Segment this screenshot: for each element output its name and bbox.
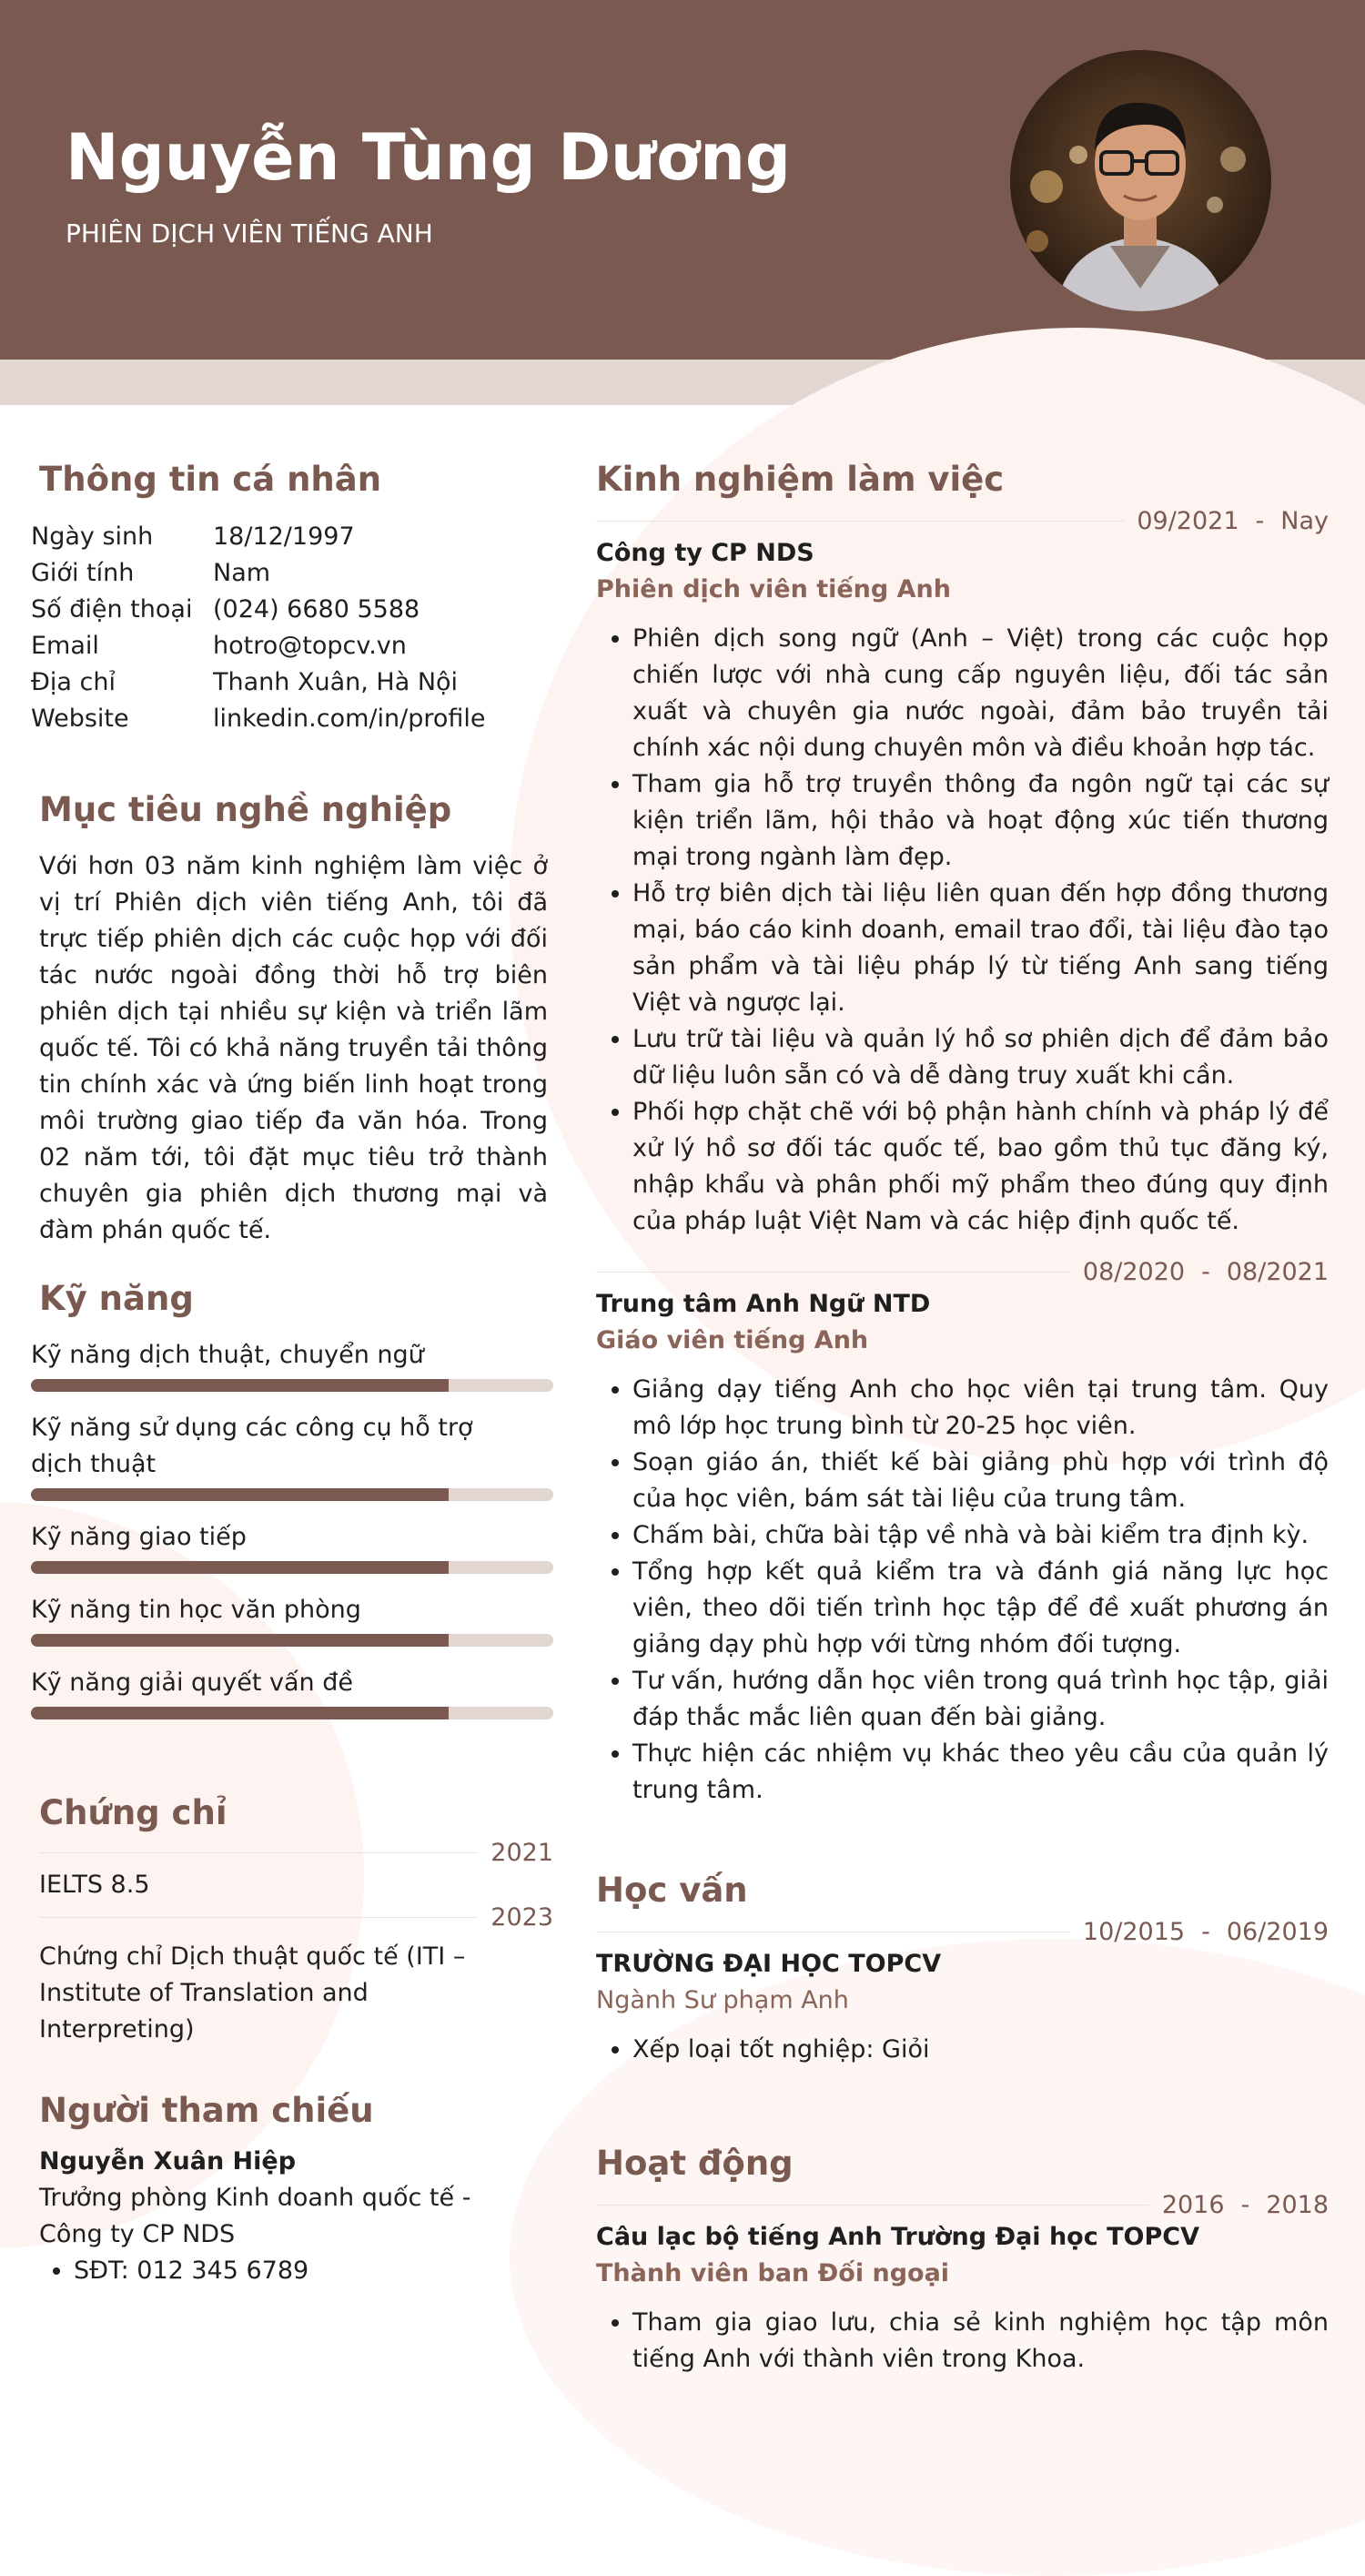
duty-item: • Hỗ trợ biên dịch tài liệu liên quan đến hợp đồng thương mại, báo cáo kinh doanh, email trao đổi, tài liệu đào tạo sản phẩm và tài liệu pháp lý từ tiếng Anh sang tiếng Việt và ngược lại. <box>632 876 1329 1021</box>
certificate-name: IELTS 8.5 <box>39 1871 150 1900</box>
duty-item: • Lưu trữ tài liệu và quản lý hồ sơ phiên dịch để đảm bảo dữ liệu luôn sẵn có và dễ dàng truy xuất khi cần. <box>632 1021 1329 1094</box>
info-value: (024) 6680 5588 <box>213 595 420 624</box>
job-title: PHIÊN DỊCH VIÊN TIẾNG ANH <box>66 218 433 248</box>
duty-item: • Tham gia hỗ trợ truyền thông đa ngôn ngữ tại các sự kiện triển lãm, hội thảo và hoạt động xúc tiến thương mại trong ngành làm đẹp. <box>632 766 1329 876</box>
info-value: 18/12/1997 <box>213 522 355 551</box>
experience-title: Kinh nghiệm làm việc <box>596 460 1005 499</box>
skill-bar-fill <box>31 1379 449 1392</box>
duty-item: • Chấm bài, chữa bài tập về nhà và bài kiểm tra định kỳ. <box>632 1517 1329 1554</box>
activity-role: Thành viên ban Đối ngoại <box>596 2259 950 2288</box>
info-row-gender <box>31 555 486 592</box>
skill-name: Kỹ năng dịch thuật, chuyển ngữ <box>31 1341 424 1370</box>
info-row-website <box>31 701 486 737</box>
objective-section <box>39 790 548 1249</box>
personal-info-section <box>31 460 553 500</box>
reference-contact-list <box>39 2253 540 2289</box>
skill-bar-fill <box>31 1561 449 1574</box>
skill-item <box>31 1337 553 1392</box>
job-end: Nay <box>1280 507 1329 536</box>
job-position: Giáo viên tiếng Anh <box>596 1326 869 1354</box>
info-value: Thanh Xuân, Hà Nội <box>213 668 459 696</box>
company-name: Công ty CP NDS <box>596 539 814 568</box>
certificates-title: Chứng chỉ <box>39 1793 228 1832</box>
education-title: Học vấn <box>596 1871 748 1910</box>
job-date-row <box>596 1258 1329 1286</box>
references-title: Người tham chiếu <box>39 2091 374 2130</box>
skill-name: Kỹ năng tin học văn phòng <box>31 1596 361 1625</box>
skill-name: Kỹ năng giao tiếp <box>31 1523 247 1552</box>
company-name: Trung tâm Anh Ngữ NTD <box>596 1290 931 1318</box>
activity-details <box>596 2305 1329 2378</box>
education-details <box>596 2032 1329 2068</box>
duty-item: • Tổng hợp kết quả kiểm tra và đánh giá năng lực học viên, theo dõi tiến trình học tập để đề xuất phương án giảng dạy phù hợp với từng nhóm đối tượng. <box>632 1554 1329 1663</box>
divider <box>596 2205 1149 2206</box>
divider <box>596 521 1124 522</box>
activity-date-row <box>596 2191 1329 2219</box>
job-duties <box>596 1372 1329 1809</box>
job-end: 08/2021 <box>1226 1258 1329 1286</box>
avatar <box>1010 50 1271 311</box>
info-row-address <box>31 664 486 701</box>
job-duties <box>596 621 1329 1240</box>
school-name: TRƯỜNG ĐẠI HỌC TOPCV <box>596 1950 942 1979</box>
education-section <box>596 1871 1329 2068</box>
activities-section <box>596 2144 1329 2378</box>
skill-bar <box>31 1488 553 1501</box>
reference-name: Nguyễn Xuân Hiệp <box>39 2147 297 2176</box>
info-row-phone <box>31 592 486 628</box>
date-separator: - <box>1240 2191 1250 2220</box>
skill-bar <box>31 1634 553 1647</box>
education-date-row <box>596 1918 1329 1946</box>
divider <box>39 1852 478 1853</box>
info-value: linkedin.com/in/profile <box>213 705 486 733</box>
skill-item <box>31 1592 553 1647</box>
job-date-row <box>596 507 1329 535</box>
skill-item <box>31 1519 553 1574</box>
organization-name: Câu lạc bộ tiếng Anh Trường Đại học TOPCV <box>596 2223 1200 2252</box>
candidate-name: Nguyễn Tùng Dương <box>66 120 792 195</box>
date-separator: - <box>1201 1258 1210 1286</box>
skills-section <box>31 1279 553 1719</box>
skill-bar-fill <box>31 1488 449 1501</box>
major: Ngành Sư phạm Anh <box>596 1986 849 2015</box>
reference-phone: • SĐT: 012 345 6789 <box>74 2253 540 2289</box>
activity-start: 2016 <box>1161 2191 1225 2220</box>
skill-item <box>31 1410 553 1501</box>
certificates-section <box>31 1793 553 2048</box>
objective-text: Với hơn 03 năm kinh nghiệm làm việc ở vị trí Phiên dịch viên tiếng Anh, tôi đã trực tiếp phiên dịch các cuộc họp với đối tác nước ngoài đồng thời hỗ trợ biên phiên dịch tại nhiều sự kiện và triển lãm quốc tế. Tôi có khả năng truyền tải thông tin chính xác và ứng biến linh hoạt trong môi trường giao tiếp đa văn hóa. Trong 02 năm tới, tôi đặt mục tiêu trở thành chuyên gia phiên dịch thương mại và đàm phán quốc tế. <box>39 852 548 1245</box>
activities-title: Hoạt động <box>596 2144 794 2183</box>
education-end: 06/2019 <box>1226 1918 1329 1947</box>
info-row-email <box>31 628 486 664</box>
skill-bar <box>31 1707 553 1719</box>
certificate-name: Chứng chỉ Dịch thuật quốc tế (ITI – Institute of Translation and Interpreting) <box>39 1942 466 2044</box>
duty-item: • Thực hiện các nhiệm vụ khác theo yêu cầu của quản lý trung tâm. <box>632 1736 1329 1809</box>
info-value: hotro@topcv.vn <box>213 632 407 660</box>
portrait-image <box>1010 50 1271 311</box>
certificate-year: 2021 <box>490 1839 553 1868</box>
references-section <box>39 2091 540 2289</box>
skill-name: Kỹ năng giải quyết vấn đề <box>31 1668 354 1698</box>
skill-item <box>31 1665 553 1719</box>
education-start: 10/2015 <box>1082 1918 1186 1947</box>
date-separator: - <box>1201 1918 1210 1947</box>
objective-title: Mục tiêu nghề nghiệp <box>39 790 452 829</box>
skill-bar-fill <box>31 1707 449 1719</box>
info-label: Địa chỉ <box>31 668 116 696</box>
info-label: Số điện thoại <box>31 595 193 624</box>
info-label: Website <box>31 705 129 733</box>
info-label: Ngày sinh <box>31 522 154 551</box>
personal-info-table <box>31 519 486 737</box>
activity-detail: • Tham gia giao lưu, chia sẻ kinh nghiệm học tập môn tiếng Anh với thành viên trong Khoa. <box>632 2305 1329 2378</box>
personal-info-title: Thông tin cá nhân <box>39 460 382 499</box>
skill-name: Kỹ năng sử dụng các công cụ hỗ trợ dịch thuật <box>31 1414 473 1479</box>
job-position: Phiên dịch viên tiếng Anh <box>596 575 951 604</box>
skill-bar <box>31 1379 553 1392</box>
info-row-birthday <box>31 519 486 555</box>
duty-item: • Phiên dịch song ngữ (Anh – Việt) trong các cuộc họp chiến lược với nhà cung cấp nguyên liệu, đối tác sản xuất và chuyên gia nước ngoài, đảm bảo truyền tải chính xác nội dung chuyên môn và điều khoản hợp tác. <box>632 621 1329 766</box>
duty-item: • Soạn giáo án, thiết kế bài giảng phù hợp với trình độ của học viên, bám sát tài liệu của trung tâm. <box>632 1445 1329 1517</box>
info-value: Nam <box>213 559 271 587</box>
activity-end: 2018 <box>1266 2191 1329 2220</box>
certificate-date-row <box>39 1903 553 1932</box>
skills-title: Kỹ năng <box>39 1279 194 1318</box>
duty-item: • Tư vấn, hướng dẫn học viên trong quá trình học tập, giải đáp thắc mắc liên quan đến bài giảng. <box>632 1663 1329 1736</box>
divider <box>39 1917 478 1918</box>
duty-item: • Phối hợp chặt chẽ với bộ phận hành chính và pháp lý để xử lý hồ sơ đối tác quốc tế, bao gồm thủ tục đăng ký, nhập khẩu và phân phối mỹ phẩm theo đúng quy định của pháp luật Việt Nam và các hiệp định quốc tế. <box>632 1094 1329 1240</box>
skill-bar <box>31 1561 553 1574</box>
job-start: 09/2021 <box>1137 507 1239 536</box>
date-separator: - <box>1255 507 1265 536</box>
job-start: 08/2020 <box>1082 1258 1186 1286</box>
info-label: Giới tính <box>31 559 135 587</box>
info-label: Email <box>31 632 99 660</box>
divider <box>596 1272 1070 1273</box>
duty-item: • Giảng dạy tiếng Anh cho học viên tại trung tâm. Quy mô lớp học trung bình từ 20-25 học viên. <box>632 1372 1329 1445</box>
reference-role: Trưởng phòng Kinh doanh quốc tế - Công ty CP NDS <box>39 2184 471 2249</box>
education-detail: • Xếp loại tốt nghiệp: Giỏi <box>632 2032 1329 2068</box>
certificate-date-row <box>39 1839 553 1867</box>
skill-bar-fill <box>31 1634 449 1647</box>
certificate-year: 2023 <box>490 1903 553 1932</box>
experience-section <box>596 460 1329 1240</box>
experience-job-2 <box>596 1258 1329 1809</box>
